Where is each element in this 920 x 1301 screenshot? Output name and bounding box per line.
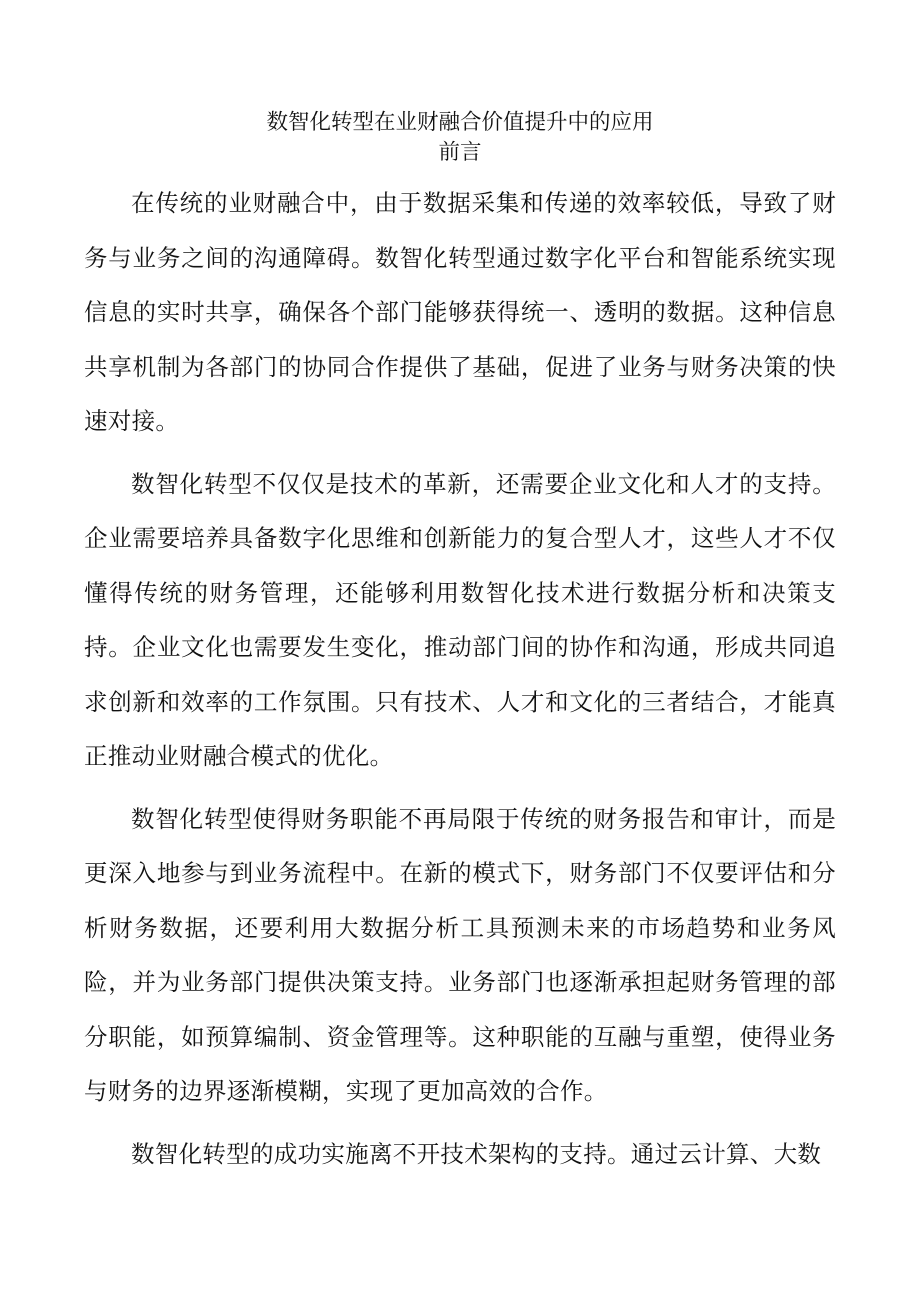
section-heading: 前言 (438, 140, 482, 165)
paragraph: 在传统的业财融合中，由于数据采集和传递的效率较低，导致了财务与业务之间的沟通障碍。数智化转型通过数字化平台和智能系统实现信息的实时共享，确保各个部门能够获得统一、透明的数据。这种信息共享机制为各部门的协同合作提供了基础，促进了业务与财务决策的快速对接。 (84, 189, 836, 435)
paragraph: 数智化转型不仅仅是技术的革新，还需要企业文化和人才的支持。企业需要培养具备数字化思维和创新能力的复合型人才，这些人才不仅懂得传统的财务管理，还能够利用数智化技术进行数据分析和决策支持。企业文化也需要发生变化，推动部门间的协作和沟通，形成共同追求创新和效率的工作氛围。只有技术、人才和文化的三者结合，才能真正推动业财融合模式的优化。 (84, 469, 836, 770)
paragraph: 数智化转型使得财务职能不再局限于传统的财务报告和审计，而是更深入地参与到业务流程中。在新的模式下，财务部门不仅要评估和分析财务数据，还要利用大数据分析工具预测未来的市场趋势和业务风险，并为业务部门提供决策支持。业务部门也逐渐承担起财务管理的部分职能，如预算编制、资金管理等。这种职能的互融与重塑，使得业务与财务的边界逐渐模糊，实现了更加高效的合作。 (84, 804, 836, 1105)
document-page (84, 108, 836, 1181)
paragraph: 数智化转型的成功实施离不开技术架构的支持。通过云计算、大数 (131, 1139, 822, 1168)
document-title: 数智化转型在业财融合价值提升中的应用 (266, 110, 654, 135)
